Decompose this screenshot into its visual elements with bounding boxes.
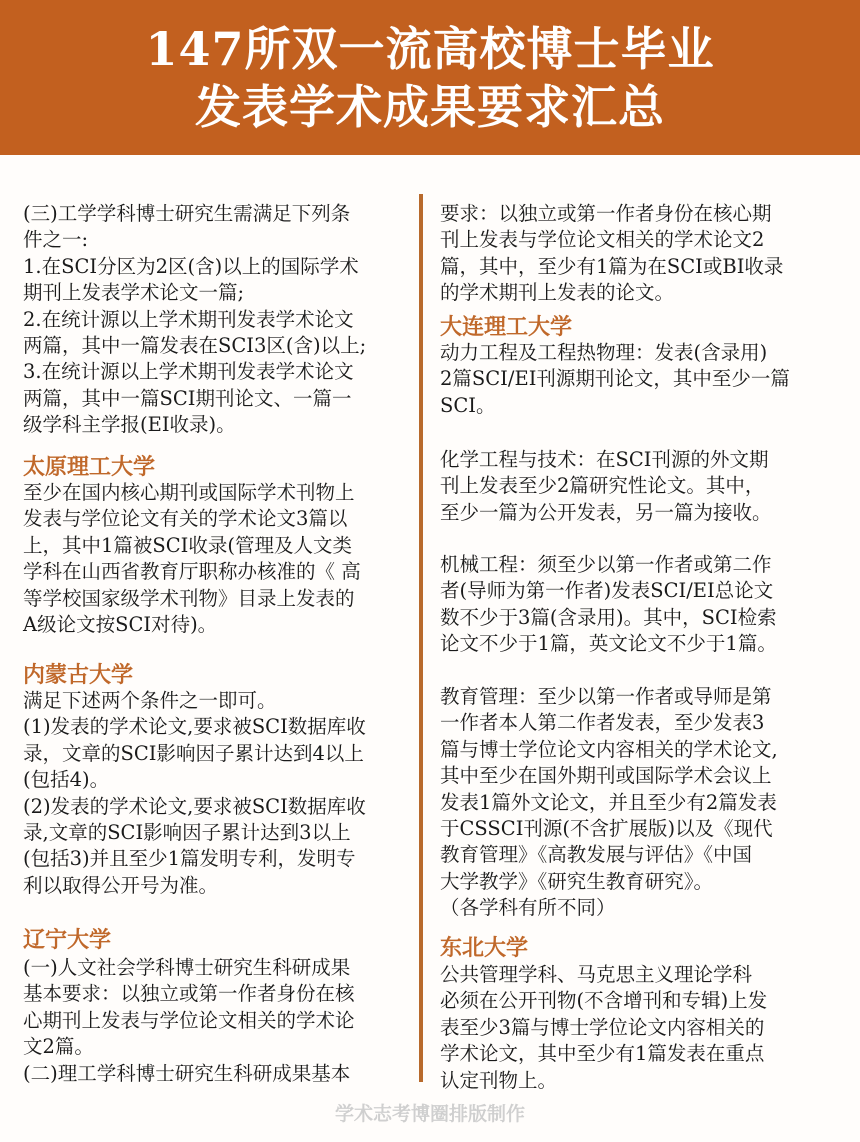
page-title-line-2: 发表学术成果要求汇总 [195, 79, 665, 134]
text-line: 件之一: [23, 228, 89, 252]
intro-paragraph [23, 201, 366, 439]
dalian-power-engineering [440, 340, 790, 419]
text-line: (1)发表的学术论文,要求被SCI数据库收 [23, 715, 366, 739]
text-line: 化学工程与技术：在SCI刊源的外文期 [440, 448, 769, 471]
page-title-line-1: 147所双一流高校博士毕业 [145, 21, 715, 76]
text-line: 一作者本人第二作者发表，至少发表3 [440, 711, 765, 735]
text-line: 表至少3篇与博士学位论文内容相关的 [440, 1015, 765, 1039]
text-line: 必须在公开刊物(不含增刊和专辑)上发 [440, 989, 768, 1013]
university-heading-dongbei: 东北大学 [440, 935, 529, 961]
text-line: (二)理工学科博士研究生科研成果基本 [23, 1061, 351, 1085]
text-line: (包括3)并且至少1篇发明专利，发明专 [23, 847, 356, 871]
text-line: 等学校国家级学术刊物》目录上发表的 [23, 586, 355, 610]
text-line: 上，其中1篇被SCI收录(管理及人文类 [23, 533, 352, 557]
text-line: 至少在国内核心期刊或国际学术刊物上 [23, 481, 355, 504]
text-line: 刊上发表至少2篇研究性论文。其中， [440, 474, 765, 498]
text-line: 级学科主学报(EI收录)。 [23, 413, 236, 437]
text-line: SCI。 [440, 393, 496, 417]
university-heading-liaoning: 辽宁大学 [23, 927, 112, 953]
text-line: 发表与学位论文有关的学术论文3篇以 [23, 507, 348, 531]
text-line: 的学术期刊上发表的论文。 [440, 281, 675, 305]
text-line: 教育管理：至少以第一作者或导师是第 [440, 685, 772, 708]
text-line: 发表1篇外文论文，并且至少有2篇发表 [440, 790, 777, 814]
text-line: 要求：以独立或第一作者身份在核心期 [440, 202, 772, 225]
text-line: 数不少于3篇(含录用)。其中，SCI检索 [440, 605, 777, 629]
text-line: 机械工程：须至少以第一作者或第二作 [440, 553, 772, 576]
university-heading-dalian: 大连理工大学 [440, 314, 573, 340]
text-line: 录，文章的SCI影响因子累计达到4以上 [23, 741, 364, 765]
text-line: 于CSSCI刊源(不含扩展版)以及《现代 [440, 817, 773, 841]
liaoning-requirements-continued [440, 201, 783, 307]
text-line: 者(导师为第一作者)发表SCI/EI总论文 [440, 579, 774, 603]
text-line: (包括4)。 [23, 768, 110, 792]
dongbei-requirements [440, 962, 767, 1094]
text-line: 大学教学》《研究生教育研究》。 [440, 869, 714, 893]
text-line: 两篇，其中一篇发表在SCI3区(含)以上; [23, 334, 367, 358]
text-line: 学科在山西省教育厅职称办核准的《 高 [23, 560, 361, 584]
university-heading-taiyuan: 太原理工大学 [23, 454, 156, 480]
text-line: （各学科有所不同） [440, 896, 616, 920]
text-line: 3.在统计源以上学术期刊发表学术论文 [23, 360, 354, 384]
text-line: 录,文章的SCI影响因子累计达到3以上 [23, 821, 351, 845]
text-line: 刊上发表与学位论文相关的学术论文2 [440, 228, 765, 252]
watermark: 学术志考博圈排版制作 [334, 1103, 525, 1125]
text-line: 至少一篇为公开发表，另一篇为接收。 [440, 500, 772, 524]
text-line: (三)工学学科博士研究生需满足下列条 [23, 202, 351, 225]
text-line: 2篇SCI/EI刊源期刊论文，其中至少一篇 [440, 367, 790, 391]
text-line: 利以取得公开号为准。 [23, 873, 219, 897]
text-line: 篇与博士学位论文内容相关的学术论文, [440, 737, 778, 761]
neimenggu-requirements [23, 688, 366, 899]
text-line: 教育管理》《高教发展与评估》《中国 [440, 843, 753, 867]
dalian-chemical-engineering [440, 447, 772, 526]
text-line: 文2篇。 [23, 1035, 94, 1059]
column-divider [419, 194, 423, 1082]
text-line: 满足下述两个条件之一即可。 [23, 689, 277, 712]
text-line: 基本要求：以独立或第一作者身份在核 [23, 982, 355, 1006]
text-line: 其中至少在国外期刊或国际学术会议上 [440, 764, 772, 788]
text-line: 2.在统计源以上学术期刊发表学术论文 [23, 307, 354, 331]
text-line: 1.在SCI分区为2区(含)以上的国际学术 [23, 254, 359, 278]
header-banner [0, 0, 860, 155]
text-line: 论文不少于1篇，英文论文不少于1篇。 [440, 632, 777, 656]
university-heading-neimenggu: 内蒙古大学 [23, 662, 134, 688]
text-line: 篇，其中，至少有1篇为在SCI或BI收录 [440, 254, 784, 278]
text-line: 两篇，其中一篇SCI期刊论文、一篇一 [23, 386, 352, 410]
text-line: 公共管理学科、马克思主义理论学科 [440, 963, 753, 986]
text-line: 期刊上发表学术论文一篇; [23, 281, 245, 305]
dalian-education-management [440, 684, 778, 922]
text-line: 心期刊上发表与学位论文相关的学术论 [23, 1008, 355, 1032]
liaoning-requirements [23, 955, 355, 1087]
text-line: 认定刊物上。 [440, 1068, 558, 1092]
taiyuan-requirements [23, 480, 361, 638]
text-line: 动力工程及工程热物理：发表(含录用) [440, 341, 768, 364]
text-line: A级论文按SCI对待)。 [23, 613, 218, 637]
text-line: 学术论文，其中至少有1篇发表在重点 [440, 1042, 765, 1066]
text-line: (2)发表的学术论文,要求被SCI数据库收 [23, 794, 366, 818]
dalian-mechanical-engineering [440, 552, 777, 658]
text-line: (一)人文社会学科博士研究生科研成果 [23, 956, 351, 979]
